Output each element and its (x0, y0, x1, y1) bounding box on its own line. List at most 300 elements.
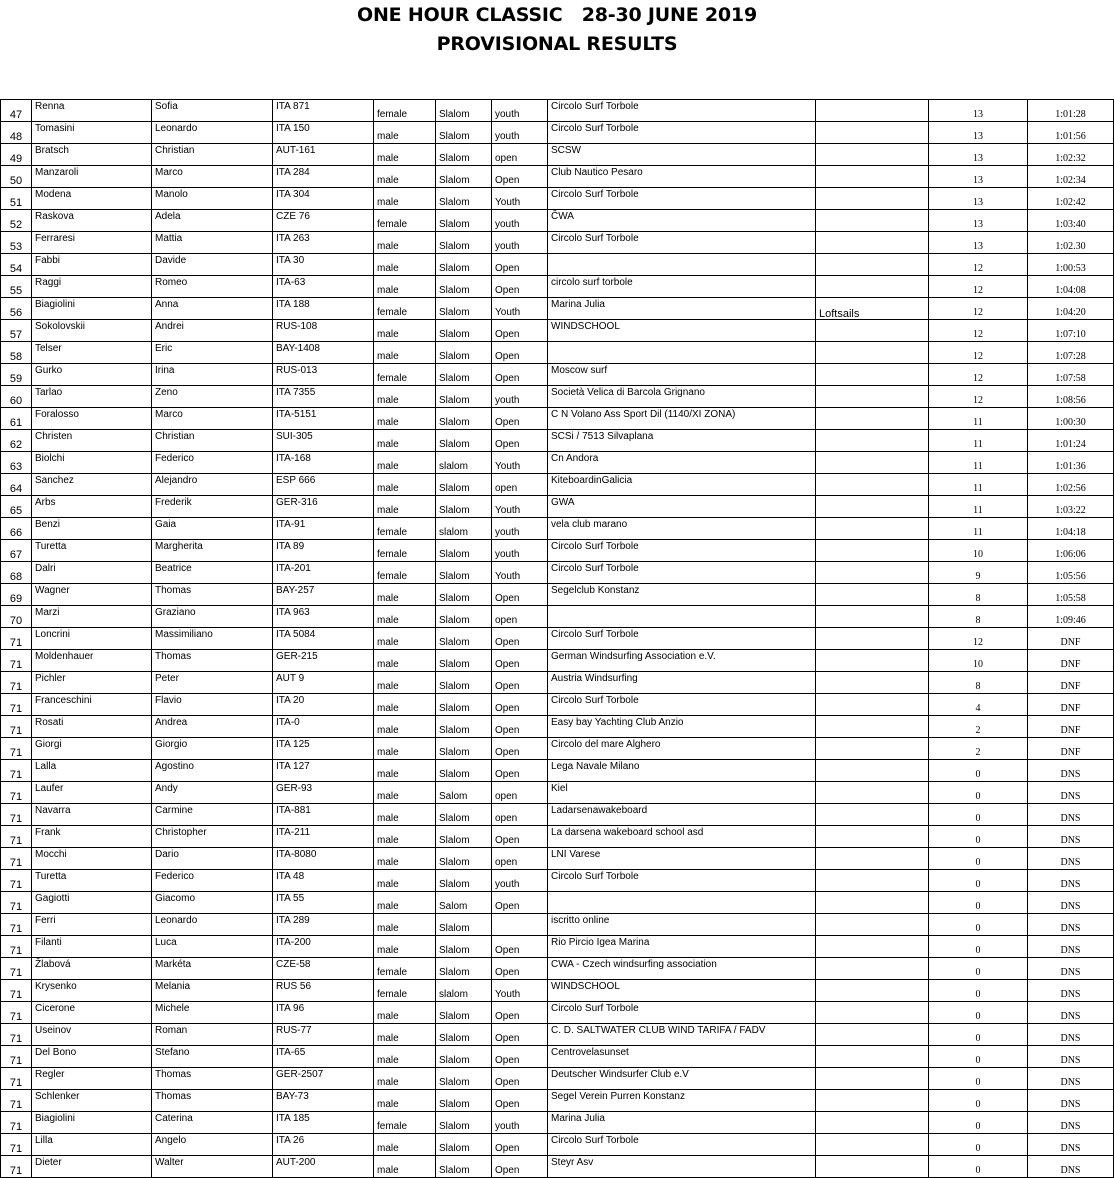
time-cell: DNS (1028, 826, 1114, 848)
laps-cell: 8 (929, 672, 1028, 694)
table-row (1, 122, 1114, 144)
laps-cell: 0 (929, 804, 1028, 826)
position-cell: 52 (1, 210, 32, 232)
sail-number-cell: ITA-168 (273, 452, 374, 474)
category-cell: open (492, 474, 548, 496)
category-cell: Open (492, 166, 548, 188)
gender-cell: male (374, 1002, 436, 1024)
position-cell: 71 (1, 1046, 32, 1068)
position-cell: 68 (1, 562, 32, 584)
sponsor-cell (816, 1068, 929, 1090)
table-row (1, 320, 1114, 342)
discipline-cell: slalom (436, 518, 492, 540)
gender-cell: male (374, 1134, 436, 1156)
laps-cell: 12 (929, 342, 1028, 364)
discipline-cell: Slalom (436, 122, 492, 144)
name-cell: Andrei (152, 320, 273, 342)
category-cell: Open (492, 1068, 548, 1090)
sail-number-cell: ITA 871 (273, 100, 374, 122)
gender-cell: male (374, 650, 436, 672)
gender-cell: male (374, 320, 436, 342)
club-cell: Marina Julia (548, 298, 816, 320)
surname-cell: Arbs (32, 496, 152, 518)
sponsor-cell (816, 936, 929, 958)
discipline-cell: Slalom (436, 870, 492, 892)
time-cell: DNF (1028, 628, 1114, 650)
club-cell: Cn Andora (548, 452, 816, 474)
surname-cell: Gagiotti (32, 892, 152, 914)
gender-cell: male (374, 1046, 436, 1068)
laps-cell: 0 (929, 848, 1028, 870)
club-cell: Kiel (548, 782, 816, 804)
gender-cell: male (374, 188, 436, 210)
position-cell: 71 (1, 760, 32, 782)
gender-cell: male (374, 606, 436, 628)
time-cell: 1:07:28 (1028, 342, 1114, 364)
surname-cell: Manzaroli (32, 166, 152, 188)
club-cell: Ladarsenawakeboard (548, 804, 816, 826)
sponsor-cell (816, 364, 929, 386)
position-cell: 71 (1, 1134, 32, 1156)
sail-number-cell: GER-2507 (273, 1068, 374, 1090)
club-cell: circolo surf torbole (548, 276, 816, 298)
position-cell: 60 (1, 386, 32, 408)
surname-cell: Del Bono (32, 1046, 152, 1068)
name-cell: Dario (152, 848, 273, 870)
laps-cell: 8 (929, 606, 1028, 628)
sail-number-cell: ITA 20 (273, 694, 374, 716)
discipline-cell: Slalom (436, 826, 492, 848)
gender-cell: female (374, 518, 436, 540)
name-cell: Giacomo (152, 892, 273, 914)
name-cell: Manolo (152, 188, 273, 210)
club-cell: KiteboardinGalicia (548, 474, 816, 496)
category-cell: Open (492, 320, 548, 342)
laps-cell: 12 (929, 298, 1028, 320)
name-cell: Marco (152, 166, 273, 188)
name-cell: Massimiliano (152, 628, 273, 650)
sail-number-cell: ITA 963 (273, 606, 374, 628)
table-row (1, 958, 1114, 980)
club-cell: Circolo Surf Torbole (548, 1002, 816, 1024)
laps-cell: 12 (929, 276, 1028, 298)
discipline-cell: Slalom (436, 166, 492, 188)
sail-number-cell: ITA-881 (273, 804, 374, 826)
position-cell: 71 (1, 694, 32, 716)
sponsor-cell (816, 606, 929, 628)
gender-cell: male (374, 892, 436, 914)
sponsor-cell (816, 166, 929, 188)
time-cell: DNF (1028, 716, 1114, 738)
surname-cell: Wagner (32, 584, 152, 606)
laps-cell: 0 (929, 1134, 1028, 1156)
position-cell: 71 (1, 914, 32, 936)
table-row (1, 342, 1114, 364)
time-cell: 1:03:40 (1028, 210, 1114, 232)
gender-cell: male (374, 496, 436, 518)
club-cell: La darsena wakeboard school asd (548, 826, 816, 848)
time-cell: 1:01:36 (1028, 452, 1114, 474)
time-cell: 1:00:30 (1028, 408, 1114, 430)
gender-cell: female (374, 210, 436, 232)
position-cell: 67 (1, 540, 32, 562)
gender-cell: male (374, 342, 436, 364)
discipline-cell: Slalom (436, 430, 492, 452)
club-cell (548, 254, 816, 276)
discipline-cell: Slalom (436, 672, 492, 694)
gender-cell: male (374, 804, 436, 826)
laps-cell: 0 (929, 1002, 1028, 1024)
name-cell: Federico (152, 452, 273, 474)
club-cell: Circolo Surf Torbole (548, 122, 816, 144)
laps-cell: 12 (929, 254, 1028, 276)
name-cell: Thomas (152, 584, 273, 606)
sponsor-cell (816, 870, 929, 892)
sail-number-cell: ITA 185 (273, 1112, 374, 1134)
sail-number-cell: BAY-73 (273, 1090, 374, 1112)
surname-cell: Marzi (32, 606, 152, 628)
discipline-cell: Slalom (436, 254, 492, 276)
name-cell: Graziano (152, 606, 273, 628)
discipline-cell: Slalom (436, 650, 492, 672)
sponsor-cell (816, 760, 929, 782)
table-row (1, 1156, 1114, 1178)
club-cell: Centrovelasunset (548, 1046, 816, 1068)
position-cell: 71 (1, 650, 32, 672)
category-cell: youth (492, 1112, 548, 1134)
surname-cell: Sokolovskii (32, 320, 152, 342)
laps-cell: 11 (929, 430, 1028, 452)
club-cell (548, 342, 816, 364)
sponsor-cell (816, 980, 929, 1002)
position-cell: 47 (1, 100, 32, 122)
time-cell: DNS (1028, 1112, 1114, 1134)
sail-number-cell: BAY-257 (273, 584, 374, 606)
gender-cell: male (374, 1090, 436, 1112)
club-cell: vela club marano (548, 518, 816, 540)
surname-cell: Biagiolini (32, 1112, 152, 1134)
sail-number-cell: ITA-211 (273, 826, 374, 848)
position-cell: 53 (1, 232, 32, 254)
position-cell: 71 (1, 1156, 32, 1178)
surname-cell: Dalri (32, 562, 152, 584)
club-cell (548, 892, 816, 914)
surname-cell: Telser (32, 342, 152, 364)
discipline-cell: Slalom (436, 738, 492, 760)
club-cell: C. D. SALTWATER CLUB WIND TARIFA / FADV (548, 1024, 816, 1046)
time-cell: DNS (1028, 1134, 1114, 1156)
page-title: ONE HOUR CLASSIC 28-30 JUNE 2019 (357, 4, 757, 26)
time-cell: 1:09:46 (1028, 606, 1114, 628)
gender-cell: male (374, 826, 436, 848)
discipline-cell: Slalom (436, 144, 492, 166)
laps-cell: 2 (929, 738, 1028, 760)
discipline-cell: Slalom (436, 1134, 492, 1156)
sponsor-cell (816, 452, 929, 474)
table-row (1, 540, 1114, 562)
surname-cell: Sanchez (32, 474, 152, 496)
surname-cell: Biagiolini (32, 298, 152, 320)
sponsor-cell (816, 540, 929, 562)
club-cell: SCSW (548, 144, 816, 166)
gender-cell: male (374, 716, 436, 738)
gender-cell: male (374, 144, 436, 166)
gender-cell: male (374, 430, 436, 452)
discipline-cell: Slalom (436, 210, 492, 232)
sponsor-cell (816, 1112, 929, 1134)
position-cell: 65 (1, 496, 32, 518)
sail-number-cell: ITA 7355 (273, 386, 374, 408)
sponsor-cell (816, 892, 929, 914)
category-cell: open (492, 144, 548, 166)
name-cell: Frederik (152, 496, 273, 518)
category-cell: youth (492, 870, 548, 892)
discipline-cell: Slalom (436, 320, 492, 342)
laps-cell: 10 (929, 650, 1028, 672)
table-row (1, 1112, 1114, 1134)
category-cell: Open (492, 1090, 548, 1112)
table-row (1, 716, 1114, 738)
name-cell: Giorgio (152, 738, 273, 760)
surname-cell: Giorgi (32, 738, 152, 760)
time-cell: DNS (1028, 1068, 1114, 1090)
gender-cell: male (374, 1024, 436, 1046)
laps-cell: 0 (929, 1156, 1028, 1178)
discipline-cell: Slalom (436, 188, 492, 210)
laps-cell: 12 (929, 364, 1028, 386)
category-cell: youth (492, 386, 548, 408)
gender-cell: female (374, 298, 436, 320)
table-row (1, 452, 1114, 474)
table-row (1, 210, 1114, 232)
table-row (1, 628, 1114, 650)
sponsor-cell (816, 958, 929, 980)
category-cell: Open (492, 650, 548, 672)
discipline-cell: Slalom (436, 1090, 492, 1112)
position-cell: 57 (1, 320, 32, 342)
surname-cell: Franceschini (32, 694, 152, 716)
time-cell: 1:02:32 (1028, 144, 1114, 166)
gender-cell: male (374, 936, 436, 958)
position-cell: 71 (1, 826, 32, 848)
laps-cell: 0 (929, 1112, 1028, 1134)
table-row (1, 584, 1114, 606)
category-cell: Open (492, 826, 548, 848)
time-cell: DNS (1028, 1002, 1114, 1024)
category-cell: youth (492, 100, 548, 122)
name-cell: Davide (152, 254, 273, 276)
time-cell: 1:06:06 (1028, 540, 1114, 562)
club-cell: WINDSCHOOL (548, 980, 816, 1002)
sponsor-cell (816, 914, 929, 936)
position-cell: 71 (1, 848, 32, 870)
name-cell: Caterina (152, 1112, 273, 1134)
table-row (1, 738, 1114, 760)
name-cell: Peter (152, 672, 273, 694)
surname-cell: Gurko (32, 364, 152, 386)
category-cell: Open (492, 694, 548, 716)
gender-cell: female (374, 980, 436, 1002)
name-cell: Romeo (152, 276, 273, 298)
sponsor-cell (816, 826, 929, 848)
sail-number-cell: ITA 284 (273, 166, 374, 188)
position-cell: 71 (1, 870, 32, 892)
discipline-cell: Slalom (436, 540, 492, 562)
surname-cell: Navarra (32, 804, 152, 826)
club-cell: Segelclub Konstanz (548, 584, 816, 606)
category-cell: Open (492, 1134, 548, 1156)
laps-cell: 13 (929, 232, 1028, 254)
sponsor-cell (816, 276, 929, 298)
club-cell: CWA - Czech windsurfing association (548, 958, 816, 980)
club-cell: Segel Verein Purren Konstanz (548, 1090, 816, 1112)
category-cell: Open (492, 254, 548, 276)
gender-cell: female (374, 364, 436, 386)
discipline-cell: Slalom (436, 694, 492, 716)
sail-number-cell: ITA 127 (273, 760, 374, 782)
sponsor-cell (816, 474, 929, 496)
name-cell: Thomas (152, 1090, 273, 1112)
table-row (1, 166, 1114, 188)
time-cell: DNS (1028, 914, 1114, 936)
sponsor-cell (816, 518, 929, 540)
club-cell: SCSi / 7513 Silvaplana (548, 430, 816, 452)
sponsor-cell (816, 122, 929, 144)
name-cell: Flavio (152, 694, 273, 716)
sail-number-cell: RUS 56 (273, 980, 374, 1002)
club-cell: LNI Varese (548, 848, 816, 870)
surname-cell: Fabbi (32, 254, 152, 276)
sail-number-cell: ITA 5084 (273, 628, 374, 650)
surname-cell: Modena (32, 188, 152, 210)
sail-number-cell: ITA-201 (273, 562, 374, 584)
table-row (1, 562, 1114, 584)
discipline-cell: Slalom (436, 342, 492, 364)
table-row (1, 1024, 1114, 1046)
category-cell: Open (492, 276, 548, 298)
sail-number-cell: BAY-1408 (273, 342, 374, 364)
results-body (1, 100, 1114, 1178)
laps-cell: 12 (929, 628, 1028, 650)
position-cell: 50 (1, 166, 32, 188)
discipline-cell: Slalom (436, 1112, 492, 1134)
sail-number-cell: ITA-8080 (273, 848, 374, 870)
club-cell: Rio Pircio Igea Marina (548, 936, 816, 958)
laps-cell: 13 (929, 188, 1028, 210)
position-cell: 71 (1, 892, 32, 914)
laps-cell: 8 (929, 584, 1028, 606)
discipline-cell: Slalom (436, 628, 492, 650)
name-cell: Roman (152, 1024, 273, 1046)
discipline-cell: Slalom (436, 100, 492, 122)
time-cell: DNS (1028, 1046, 1114, 1068)
laps-cell: 0 (929, 782, 1028, 804)
category-cell: Open (492, 760, 548, 782)
gender-cell: male (374, 166, 436, 188)
gender-cell: female (374, 540, 436, 562)
discipline-cell: Salom (436, 892, 492, 914)
gender-cell: male (374, 738, 436, 760)
surname-cell: Raggi (32, 276, 152, 298)
laps-cell: 0 (929, 1046, 1028, 1068)
laps-cell: 11 (929, 518, 1028, 540)
table-row (1, 826, 1114, 848)
table-row (1, 804, 1114, 826)
name-cell: Melania (152, 980, 273, 1002)
time-cell: 1:02:34 (1028, 166, 1114, 188)
category-cell: Open (492, 1002, 548, 1024)
surname-cell: Tomasini (32, 122, 152, 144)
category-cell: Open (492, 892, 548, 914)
club-cell: Marina Julia (548, 1112, 816, 1134)
category-cell: Open (492, 1046, 548, 1068)
time-cell: 1:01:56 (1028, 122, 1114, 144)
sponsor-cell (816, 1002, 929, 1024)
category-cell: youth (492, 210, 548, 232)
category-cell: Youth (492, 980, 548, 1002)
gender-cell: male (374, 628, 436, 650)
surname-cell: Turetta (32, 870, 152, 892)
time-cell: DNF (1028, 738, 1114, 760)
category-cell: Youth (492, 188, 548, 210)
sail-number-cell: ITA 289 (273, 914, 374, 936)
category-cell: youth (492, 232, 548, 254)
sponsor-cell (816, 716, 929, 738)
laps-cell: 13 (929, 122, 1028, 144)
surname-cell: Regler (32, 1068, 152, 1090)
category-cell: open (492, 848, 548, 870)
sail-number-cell: RUS-013 (273, 364, 374, 386)
surname-cell: Ferri (32, 914, 152, 936)
name-cell: Christopher (152, 826, 273, 848)
gender-cell: male (374, 386, 436, 408)
sponsor-cell (816, 386, 929, 408)
laps-cell: 0 (929, 870, 1028, 892)
table-row (1, 100, 1114, 122)
laps-cell: 0 (929, 1024, 1028, 1046)
name-cell: Gaia (152, 518, 273, 540)
sponsor-cell (816, 496, 929, 518)
discipline-cell: Slalom (436, 716, 492, 738)
discipline-cell: Slalom (436, 958, 492, 980)
laps-cell: 4 (929, 694, 1028, 716)
position-cell: 69 (1, 584, 32, 606)
laps-cell: 13 (929, 210, 1028, 232)
discipline-cell: Slalom (436, 606, 492, 628)
table-row (1, 1046, 1114, 1068)
position-cell: 51 (1, 188, 32, 210)
club-cell: Circolo Surf Torbole (548, 232, 816, 254)
time-cell: DNS (1028, 1024, 1114, 1046)
sponsor-cell (816, 1134, 929, 1156)
category-cell: Youth (492, 452, 548, 474)
laps-cell: 0 (929, 980, 1028, 1002)
laps-cell: 0 (929, 958, 1028, 980)
time-cell: DNF (1028, 694, 1114, 716)
category-cell: open (492, 804, 548, 826)
gender-cell: male (374, 474, 436, 496)
club-cell: Club Nautico Pesaro (548, 166, 816, 188)
sponsor-cell: Loftsails (816, 298, 929, 320)
sponsor-cell (816, 694, 929, 716)
category-cell: open (492, 606, 548, 628)
sail-number-cell: ITA-0 (273, 716, 374, 738)
club-cell: Lega Navale Milano (548, 760, 816, 782)
laps-cell: 11 (929, 408, 1028, 430)
category-cell: Open (492, 936, 548, 958)
category-cell: Open (492, 342, 548, 364)
sail-number-cell: ITA 96 (273, 1002, 374, 1024)
